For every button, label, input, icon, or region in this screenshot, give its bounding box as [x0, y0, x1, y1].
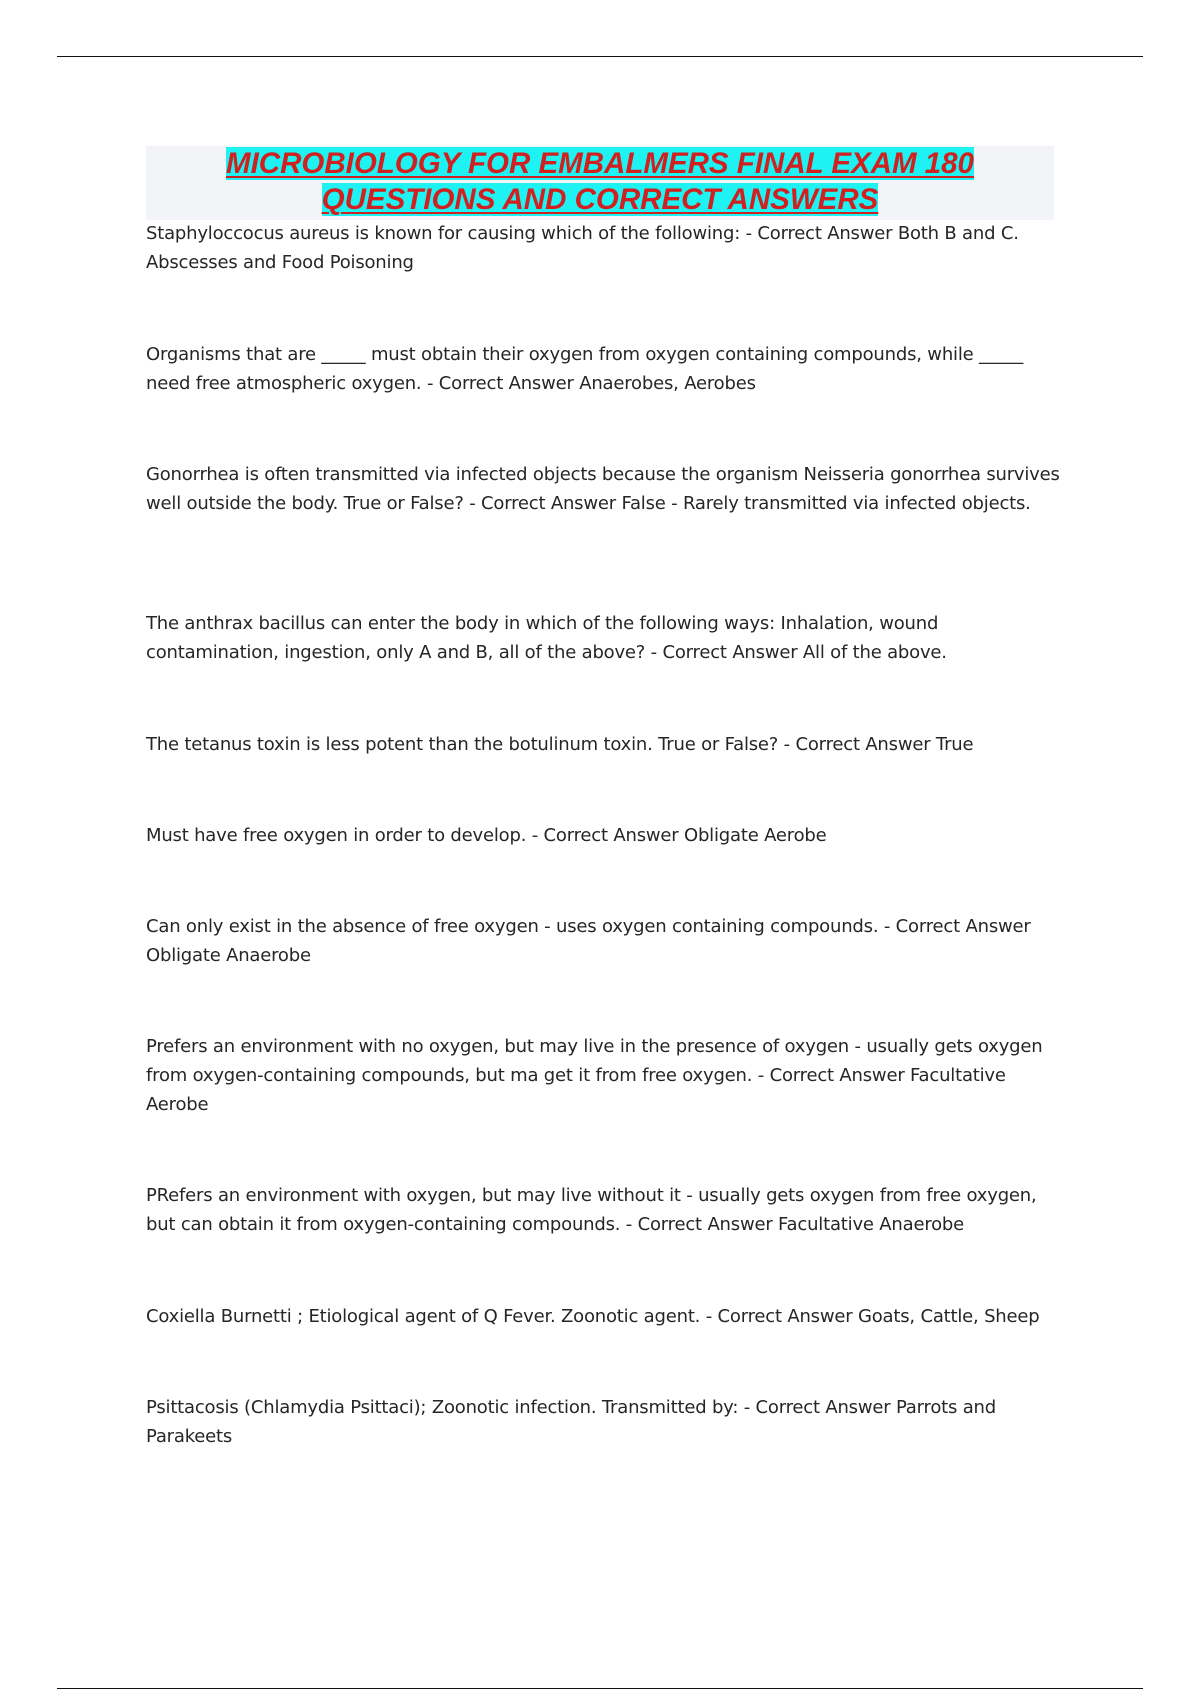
qa-item-4: The anthrax bacillus can enter the body in which of the following ways: Inhalation, wound contamination, ingestion, only A and B, all of the above? - Correct Answer All of the above.	[146, 613, 947, 663]
qa-item-8: Prefers an environment with no oxygen, but may live in the presence of oxygen - usually gets oxygen from oxygen-containing compounds, but ma get it from free oxygen. - Correct Answer Facultative Aerobe	[146, 1036, 1043, 1115]
header-rule	[57, 56, 1143, 57]
qa-item-11: Psittacosis (Chlamydia Psittaci); Zoonotic infection. Transmitted by: - Correct Answer Parrots and Parakeets	[146, 1397, 996, 1447]
qa-item-5: The tetanus toxin is less potent than the botulinum toxin. True or False? - Correct Answer True	[146, 734, 974, 755]
qa-item-9: PRefers an environment with oxygen, but may live without it - usually gets oxygen from free oxygen, but can obtain it from oxygen-containing compounds. - Correct Answer Facultative Anaerobe	[146, 1185, 1037, 1235]
qa-item-7: Can only exist in the absence of free oxygen - uses oxygen containing compounds. - Correct Answer Obligate Anaerobe	[146, 916, 1031, 966]
qa-item-2: Organisms that are _____ must obtain their oxygen from oxygen containing compounds, while _____ need free atmospheric oxygen. - Correct Answer Anaerobes, Aerobes	[146, 344, 1024, 394]
qa-item-1: Staphyloccocus aureus is known for causing which of the following: - Correct Answer Both B and C. Abscesses and Food Poisoning	[146, 223, 1019, 273]
title-line-2: QUESTIONS AND CORRECT ANSWERS	[321, 183, 879, 216]
document-title	[146, 146, 1054, 220]
qa-item-3: Gonorrhea is often transmitted via infected objects because the organism Neisseria gonorrhea survives well outside the body. True or False? - Correct Answer False - Rarely transmitted via infected objects.	[146, 464, 1060, 514]
title-line-1: MICROBIOLOGY FOR EMBALMERS FINAL EXAM 180	[226, 147, 974, 180]
qa-item-10: Coxiella Burnetti ; Etiological agent of Q Fever. Zoonotic agent. - Correct Answer Goats, Cattle, Sheep	[146, 1306, 1040, 1327]
footer-rule	[57, 1688, 1143, 1689]
qa-item-6: Must have free oxygen in order to develop. - Correct Answer Obligate Aerobe	[146, 825, 827, 846]
